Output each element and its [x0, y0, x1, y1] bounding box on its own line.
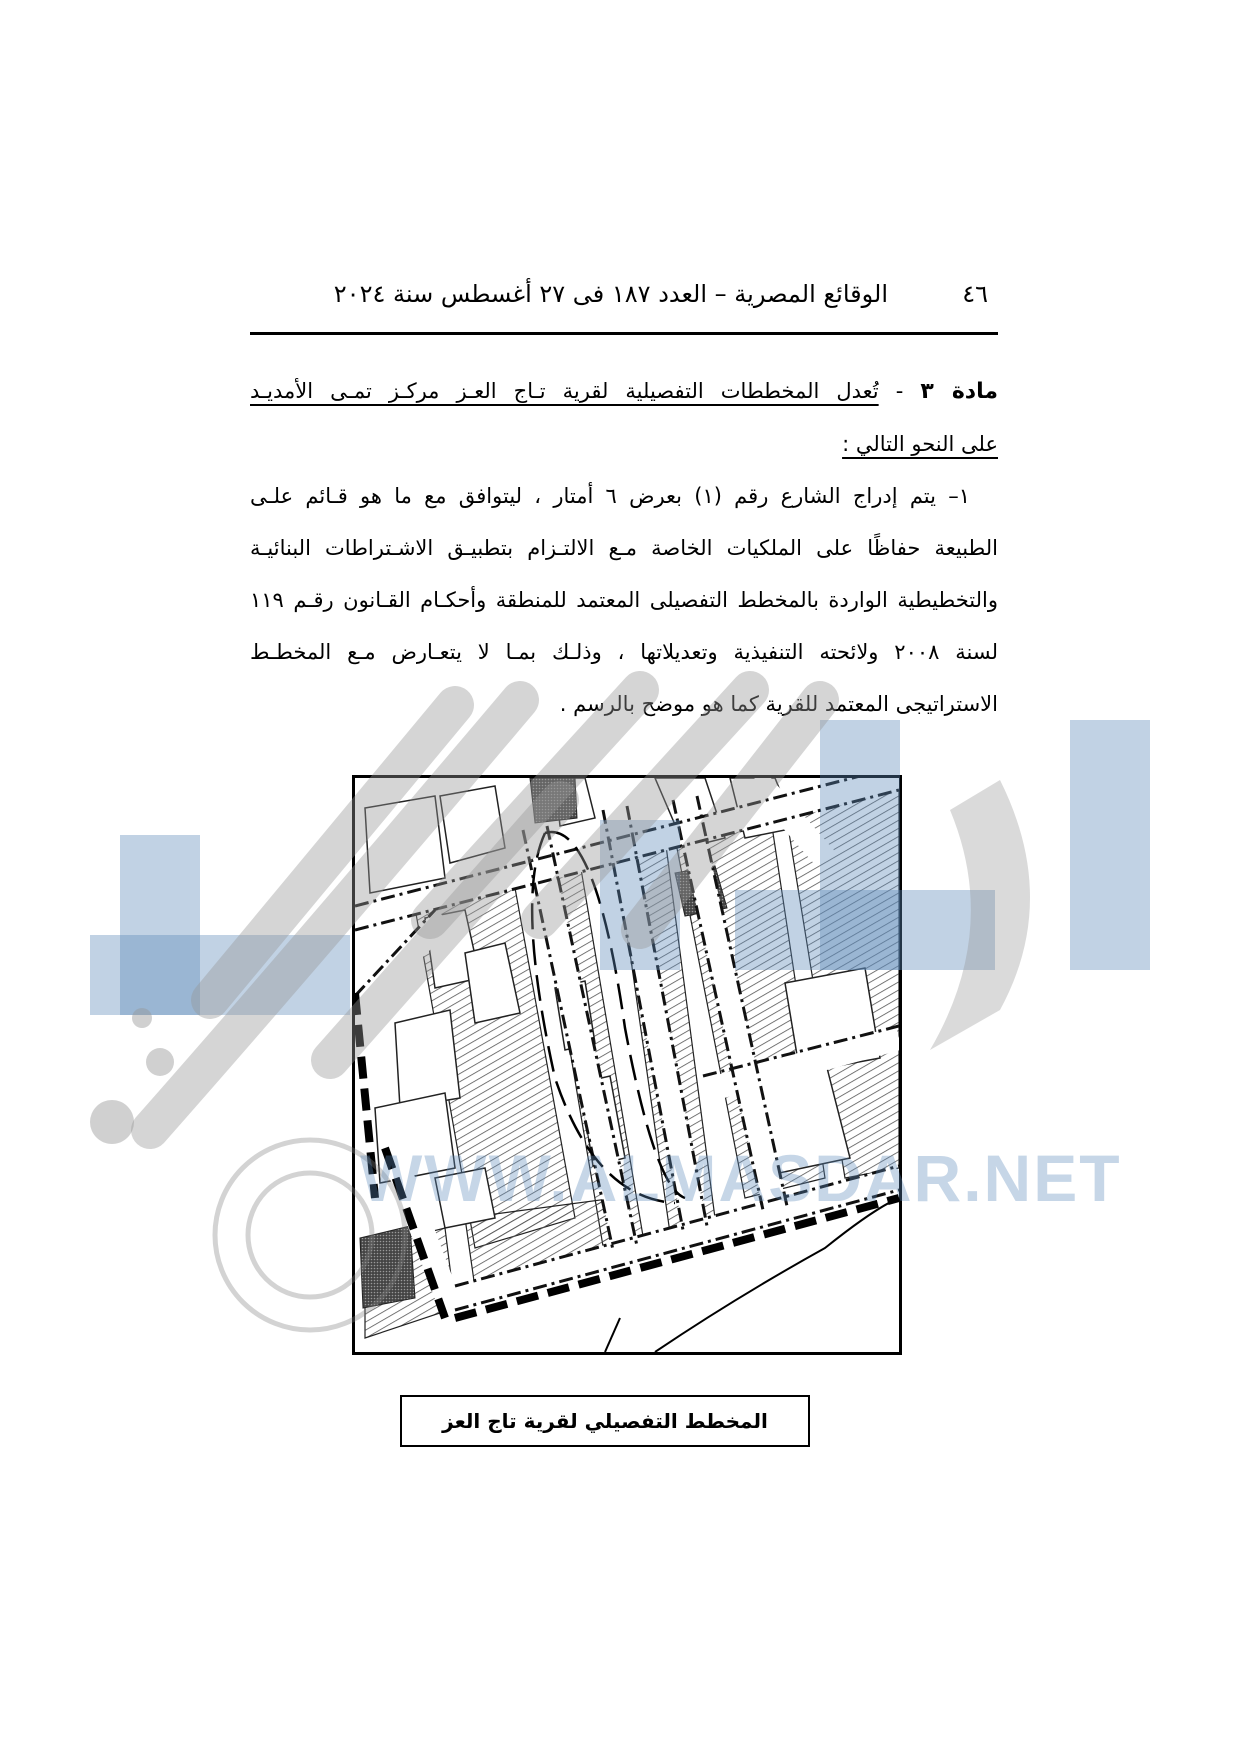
article-heading-line2 [250, 418, 998, 470]
header-divider [250, 332, 998, 335]
paragraph-line: ١– يتم إدراج الشارع رقم (١) بعرض ٦ أمتار ، ليتوافق مع ما هو قـائم علـى [250, 484, 971, 508]
paragraph-line: الاستراتيجى المعتمد للقرية كما هو موضح بالرسم . [559, 692, 998, 716]
figure-caption [400, 1395, 810, 1447]
article-heading-line1: مادة ٣ - تُعدل المخططات التفصيلية لقرية تـاج العـز مركـز تمـى الأمديـد [250, 379, 998, 404]
page-number: ٤٦ [962, 280, 988, 308]
detailed-plan-map [352, 775, 902, 1355]
article-label: مادة ٣ [920, 379, 998, 404]
article-heading-text2: على النحو التالي : [842, 432, 998, 456]
paragraph-line: والتخطيطية الواردة بالمخطط التفصيلى المعتمد للمنطقة وأحكـام القـانون رقـم ١١٩ [250, 588, 998, 612]
gazette-title: الوقائع المصرية – العدد ١٨٧ فى ٢٧ أغسطس سنة ٢٠٢٤ [333, 280, 888, 308]
article-body [250, 365, 998, 730]
page-header [250, 280, 998, 330]
figure-caption-text: المخطط التفصيلي لقرية تاج العز [442, 1409, 768, 1433]
article-heading-text: تُعدل المخططات التفصيلية لقرية تـاج العـز مركـز تمـى الأمديـد [250, 379, 879, 403]
watermark-url: WWW.ALMASDAR.NET [360, 1141, 1122, 1215]
map-drawing [355, 778, 899, 1352]
paragraph-line: الطبيعة حفاظًا على الملكيات الخاصة مـع الالتـزام بتطبيـق الاشـتراطات البنائيـة [250, 536, 998, 560]
paragraph-line: لسنة ٢٠٠٨ ولائحته التنفيذية وتعديلاتها ، وذلـك بمـا لا يتعـارض مـع المخطـط [250, 640, 998, 664]
